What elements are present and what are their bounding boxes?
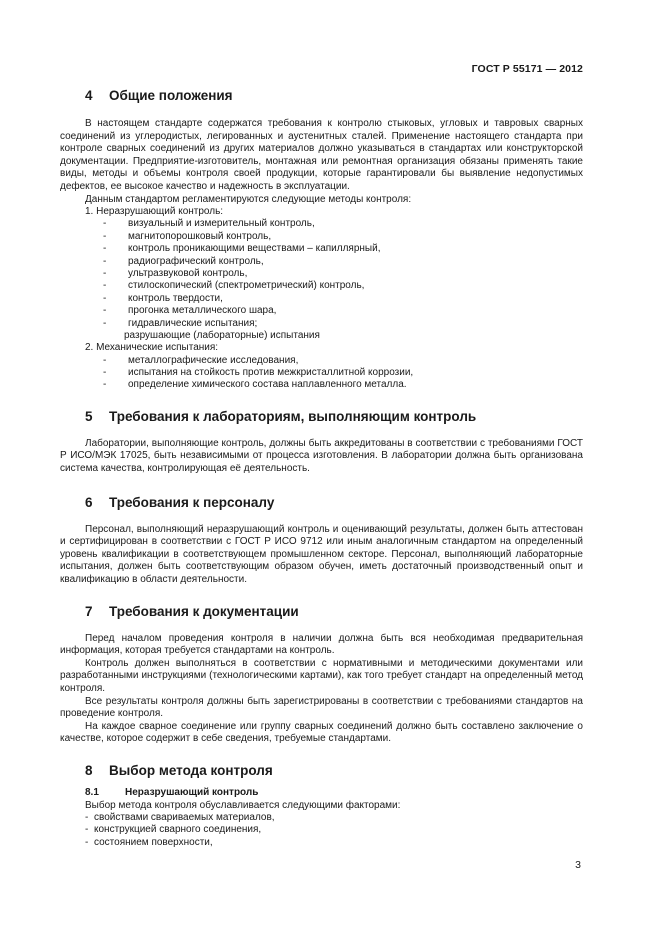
paragraph: В настоящем стандарте содержатся требования к контролю стыковых, угловых и тавровых сварных соединений из углеродистых, легированных и аустенитных сталей. Применение настоящего стандарта при контроле сварных соединений из других материалов должно указываться в стандартах или конструкторской документации. Предприятие-изготовитель, монтажная или ремонтная организация обязаны применять такие виды, методы и объемы контроля своей продукции, которые гарантировали бы выявление недопустимых дефектов, ее высокое качество и надежность в эксплуатации. — [60, 118, 583, 192]
list-item: - контроль проникающими веществами – капиллярный, — [103, 243, 381, 255]
subsection-8-1-heading — [85, 787, 583, 800]
list-item: - металлографические исследования, — [103, 354, 299, 366]
paragraph: Все результаты контроля должны быть зарегистрированы в соответствии с требованиями стандартов на проведение контроля. — [60, 695, 583, 720]
paragraph: Лаборатории, выполняющие контроль, должны быть аккредитованы в соответствии с требованиями ГОСТ Р ИСО/МЭК 17025, быть независимыми от процесса изготовления. В лаборатории должна быть организована система качества, контролирующая её деятельность. — [60, 437, 583, 475]
section-number: 8 — [85, 762, 93, 778]
section-4-heading — [85, 86, 583, 106]
paragraph: Контроль должен выполняться в соответствии с нормативными и методическими документами или разработанными инструкциями (технологическими картами), как того требует стандарт на определенный метод контроля. — [60, 657, 583, 694]
ndt-method-list — [85, 218, 583, 342]
list-item: - контроль твердости, — [103, 292, 223, 304]
section-number: 7 — [85, 603, 93, 619]
list-heading: 2. Механические испытания: — [85, 342, 219, 354]
list-item: - радиографический контроль, — [103, 255, 264, 267]
section-6-heading — [85, 493, 583, 513]
section-number: 4 — [85, 88, 93, 103]
list-item: - свойствами свариваемых материалов, — [85, 811, 275, 823]
mechanical-test-list — [85, 355, 583, 392]
section-title: Требования к персоналу — [109, 494, 275, 510]
list-item: - определение химического состава наплавленного металла. — [103, 379, 407, 391]
section-title: Требования к лабораториям, выполняющим контроль — [109, 408, 477, 424]
standard-header: ГОСТ Р 55171 — 2012 — [471, 63, 583, 75]
paragraph: На каждое сварное соединение или группу сварных соединений должно быть составлено заключение о качестве, которое содержит в себе сведения, требуемые стандартами. — [60, 720, 583, 745]
paragraph: Данным стандартом регламентируются следующие методы контроля: — [85, 193, 412, 205]
paragraph: Перед началом проведения контроля в наличии должна быть вся необходимая предварительная информация, которая требуется стандартами на контроль. — [60, 632, 583, 657]
list-item: - испытания на стойкость против межкристаллитной коррозии, — [103, 367, 414, 379]
factor-list — [85, 812, 583, 849]
page-content — [60, 86, 583, 849]
section-number: 5 — [85, 408, 93, 424]
list-item: - магнитопорошковый контроль, — [103, 230, 272, 242]
list-item: - стилоскопический (спектрометрический) контроль, — [103, 280, 365, 292]
list-item: - визуальный и измерительный контроль, — [103, 218, 315, 230]
section-title: Общие положения — [109, 88, 233, 103]
subsection-number: 8.1 — [85, 786, 99, 798]
section-8-heading — [85, 761, 583, 781]
list-heading: 1. Неразрушающий контроль: — [85, 205, 224, 217]
section-title: Выбор метода контроля — [109, 762, 273, 778]
section-5-heading — [85, 407, 583, 427]
paragraph: Персонал, выполняющий неразрушающий контроль и оценивающий результаты, должен быть аттестован и сертифицирован в соответствии с ГОСТ Р ИСО 9712 или иным аналогичным стандартом на определенный уровень квалификации в соответствующем промышленном секторе. Персонал, выполняющий лабораторные испытания, должен быть соответствующим образом обучен, иметь достаточный производственный опыт и квалификацию в области деятельности. — [60, 523, 583, 586]
list-item: - ультразвуковой контроль, — [103, 267, 248, 279]
paragraph: Выбор метода контроля обуславливается следующими факторами: — [85, 799, 401, 811]
section-7-heading — [85, 602, 583, 622]
section-title: Требования к документации — [109, 603, 299, 619]
page-number: 3 — [575, 859, 581, 871]
list-item: - прогонка металлического шара, — [103, 305, 277, 317]
section-number: 6 — [85, 494, 93, 510]
list-item: разрушающие (лабораторные) испытания — [124, 329, 320, 341]
list-item: - состоянием поверхности, — [85, 836, 213, 848]
list-item: - конструкцией сварного соединения, — [85, 824, 262, 836]
subsection-title: Неразрушающий контроль — [125, 786, 259, 798]
list-item: - гидравлические испытания; — [103, 317, 258, 329]
